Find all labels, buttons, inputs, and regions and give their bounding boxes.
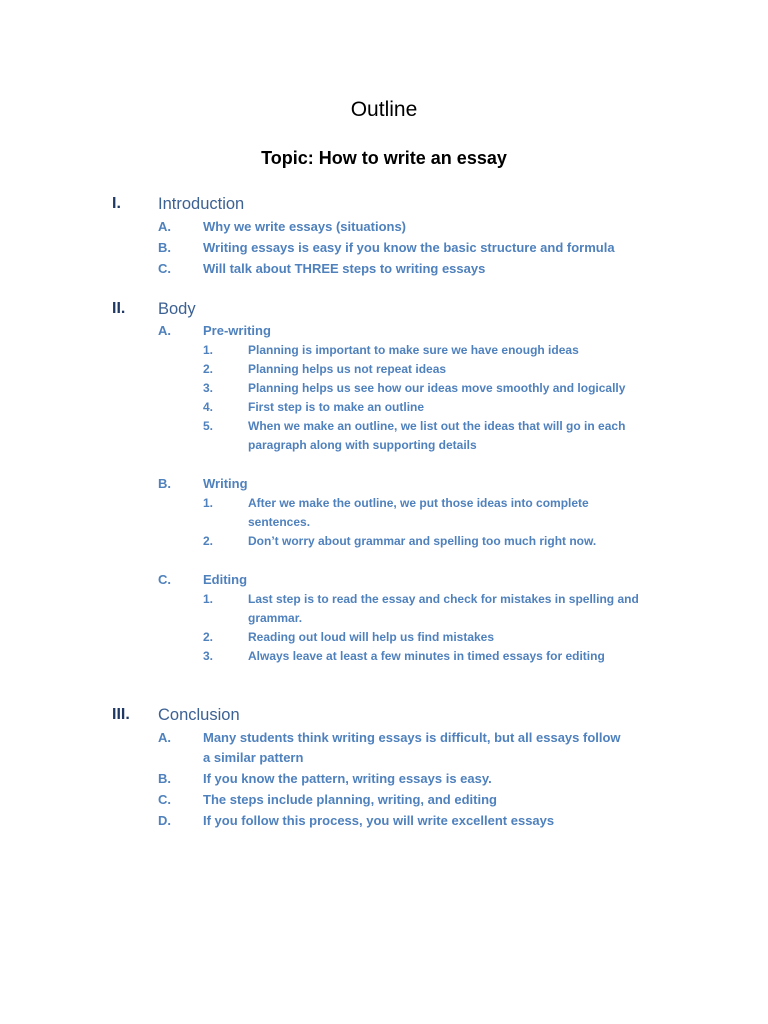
point-text: Always leave at least a few minutes in timed essays for editing [248,649,605,663]
outline-item [0,769,768,789]
point-text: First step is to make an outline [248,400,425,414]
item-text: The steps include planning, writing, and editing [203,792,497,807]
item-letter: B. [158,771,171,786]
item-letter: A. [158,323,171,338]
outline-point [0,379,768,398]
item-letter: C. [158,792,171,807]
point-number: 4. [203,400,214,414]
point-number: 1. [203,496,214,510]
outline-point [0,494,768,532]
section-numeral: II. [112,300,126,317]
section-heading [0,192,768,216]
section-title: Introduction [158,195,245,213]
point-text: Last step is to read the essay and check for mistakes in spelling and grammar. [248,592,639,625]
point-number: 3. [203,381,214,395]
section-introduction [0,192,768,279]
document-title: Outline [350,98,418,121]
outline-point [0,398,768,417]
point-number: 1. [203,343,214,357]
section-conclusion [0,703,768,831]
outline-item [0,474,768,494]
item-letter: B. [158,476,171,491]
outline-point [0,341,768,360]
item-letter: C. [158,261,171,276]
item-text: If you follow this process, you will write excellent essays [203,813,555,828]
outline-item [0,811,768,831]
item-text: Many students think writing essays is difficult, but all essays follow a similar pattern [203,730,621,765]
point-text: Reading out loud will help us find mistakes [248,630,495,644]
item-letter: D. [158,813,171,828]
point-number: 5. [203,419,214,433]
item-text: If you know the pattern, writing essays is easy. [203,771,492,786]
section-numeral: I. [112,195,121,212]
outline-point [0,628,768,647]
point-number: 3. [203,649,214,663]
point-number: 2. [203,630,214,644]
section-numeral: III. [112,706,130,723]
point-number: 2. [203,362,214,376]
outline-item [0,217,768,237]
item-letter: A. [158,730,171,745]
point-number: 2. [203,534,214,548]
outline-point [0,647,768,666]
item-text: Writing [203,476,248,491]
document-topic: Topic: How to write an essay [261,148,507,168]
section-title: Body [158,300,196,318]
outline-point [0,590,768,628]
point-text: Don’t worry about grammar and spelling too much right now. [248,534,597,548]
item-letter: A. [158,219,171,234]
outline-point [0,360,768,379]
section-body [0,297,768,666]
outline-item [0,570,768,590]
section-heading [0,297,768,321]
point-number: 1. [203,592,214,606]
point-text: When we make an outline, we list out the ideas that will go in each paragraph along with supporting details [248,419,626,452]
item-text: Why we write essays (situations) [203,219,407,234]
point-text: After we make the outline, we put those ideas into complete sentences. [248,496,589,529]
item-letter: C. [158,572,171,587]
point-text: Planning helps us see how our ideas move smoothly and logically [248,381,626,395]
item-text: Editing [203,572,248,587]
outline-point [0,417,768,455]
outline-item [0,259,768,279]
outline-item [0,238,768,258]
outline-item [0,728,768,768]
item-text: Pre-writing [203,323,271,338]
point-text: Planning helps us not repeat ideas [248,362,447,376]
section-title: Conclusion [158,706,240,724]
outline-point [0,532,768,551]
outline-item [0,321,768,341]
section-heading [0,703,768,727]
item-text: Writing essays is easy if you know the basic structure and formula [203,240,615,255]
item-letter: B. [158,240,171,255]
point-text: Planning is important to make sure we have enough ideas [248,343,579,357]
outline-item [0,790,768,810]
item-text: Will talk about THREE steps to writing essays [203,261,486,276]
